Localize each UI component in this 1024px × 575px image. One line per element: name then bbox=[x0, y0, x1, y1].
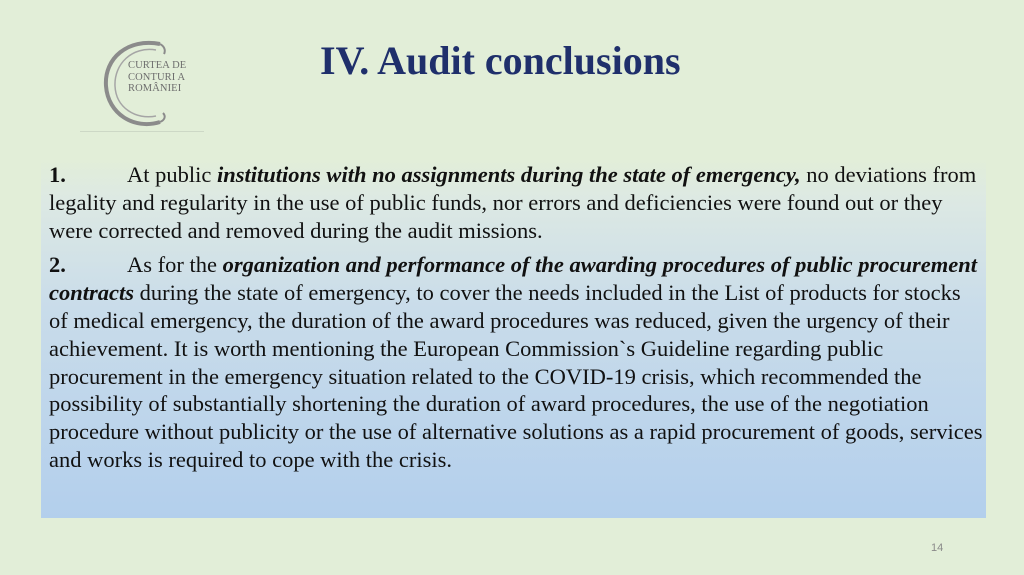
paragraph-1-body: no deviations from legality and regularity in the use of public funds, nor errors and deficiencies were found out or they were corrected and removed during the audit missions. bbox=[49, 162, 977, 243]
paragraph-2-intro: As for the bbox=[127, 252, 223, 278]
logo-line-3: ROMÂNIEI bbox=[128, 83, 182, 94]
slide-title: IV. Audit conclusions bbox=[320, 38, 681, 83]
content-box bbox=[41, 158, 986, 518]
logo-text bbox=[128, 60, 186, 95]
paragraph-2-number: 2. bbox=[49, 252, 66, 278]
logo-line-2: CONTURI A bbox=[128, 71, 186, 83]
curtea-de-conturi-logo bbox=[98, 36, 208, 132]
paragraph-1 bbox=[49, 161, 984, 244]
paragraph-1-number: 1. bbox=[49, 162, 66, 187]
logo-line-1: CURTEA DE bbox=[128, 60, 187, 71]
paragraph-1-intro: At public bbox=[127, 162, 217, 187]
paragraph-2 bbox=[49, 251, 984, 473]
paragraph-2-emphasis: organization and performance of the awarding procedures of public procurement contracts bbox=[49, 252, 978, 306]
page-number: 14 bbox=[931, 542, 944, 554]
logo-divider bbox=[80, 131, 204, 132]
paragraph-2-body: during the state of emergency, to cover the needs included in the List of products for stocks of medical emergency, the duration of the award procedures was reduced, given the urgency of their achievement. It is worth mentioning the European Commission`s Guideline regarding public procurement in the emergency situation related to the COVID-19 crisis, which recommended the possibility of substantially shortening the duration of award procedures, the use of the negotiation procedure without publicity or the use of alternative solutions as a rapid procurement of goods, services and works is required to cope with the crisis. bbox=[49, 280, 983, 472]
paragraph-1-emphasis: institutions with no assignments during the state of emergency, bbox=[217, 162, 801, 187]
